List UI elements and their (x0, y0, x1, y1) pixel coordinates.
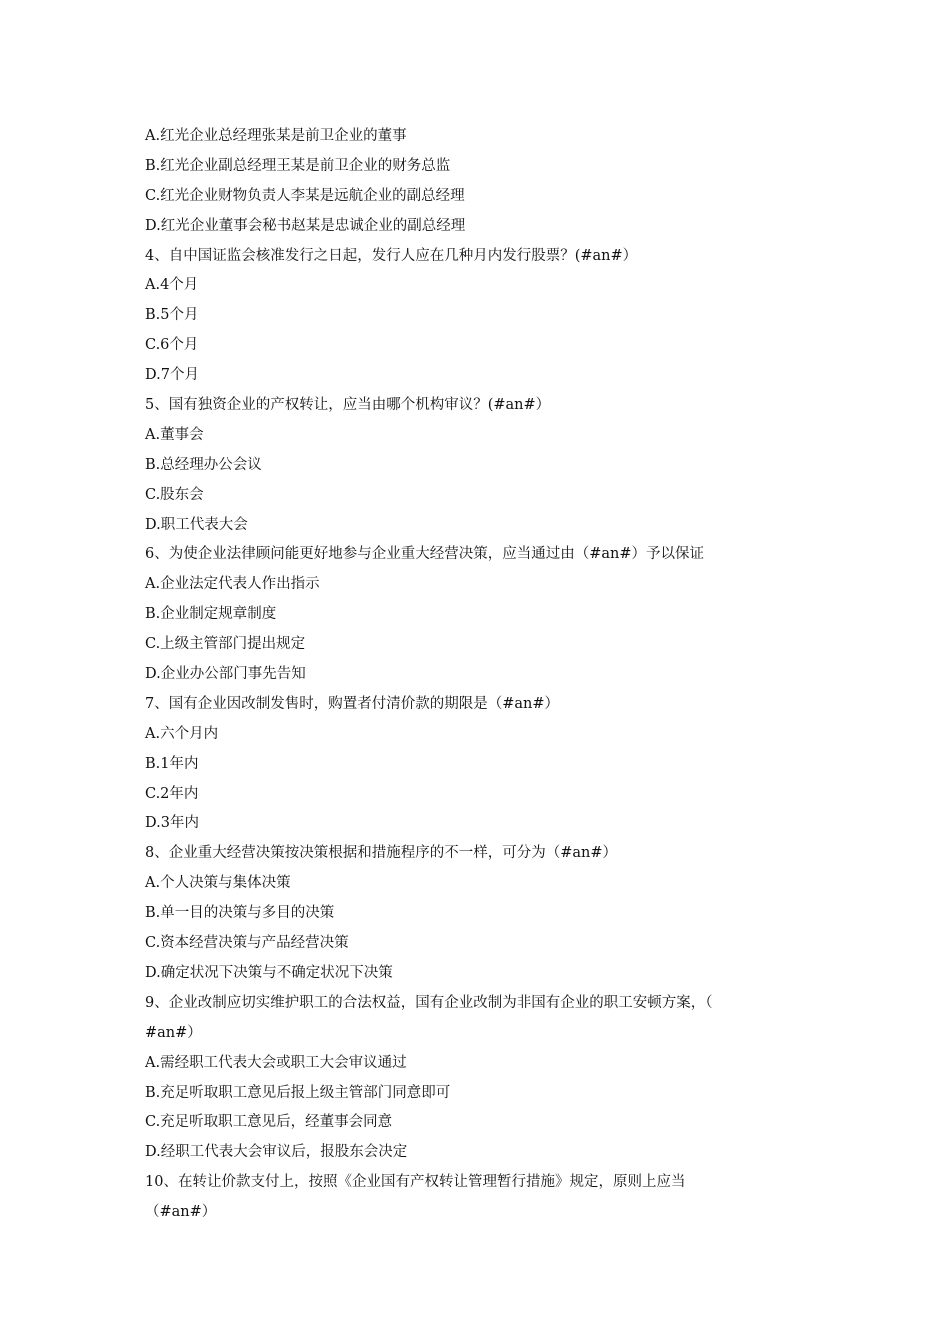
question-line-continuation: （#an#） (145, 1204, 217, 1221)
question-line: 5、国有独资企业的产权转让，应当由哪个机构审议？(#an#） (145, 397, 551, 414)
option-line: C.红光企业财物负责人李某是远航企业的副总经理 (145, 187, 465, 204)
question-line: 9、企业改制应切实维护职工的合法权益，国有企业改制为非国有企业的职工安顿方案，（ (145, 994, 713, 1011)
option-line: B.充足听取职工意见后报上级主管部门同意即可 (145, 1084, 451, 1101)
option-line: C.6个月 (145, 337, 199, 354)
option-line: C.2年内 (145, 785, 199, 802)
option-line: D.企业办公部门事先告知 (145, 666, 306, 683)
option-line: C.上级主管部门提出规定 (145, 636, 306, 653)
option-line: B.5个月 (145, 307, 199, 324)
option-line: D.经职工代表大会审议后，报股东会决定 (145, 1144, 408, 1161)
option-line: C.资本经营决策与产品经营决策 (145, 935, 349, 952)
option-line: D.3年内 (145, 815, 199, 832)
question-text-block (145, 122, 810, 1228)
option-line: C.充足听取职工意见后，经董事会同意 (145, 1114, 393, 1131)
option-line: B.企业制定规章制度 (145, 606, 277, 623)
option-line: D.7个月 (145, 367, 199, 384)
option-line: D.确定状况下决策与不确定状况下决策 (145, 964, 393, 981)
question-line: 10、在转让价款支付上，按照《企业国有产权转让管理暂行措施》规定，原则上应当 (145, 1174, 686, 1191)
option-line: B.单一目的决策与多目的决策 (145, 905, 335, 922)
option-line: B.1年内 (145, 755, 199, 772)
question-line: 4、自中国证监会核准发行之日起，发行人应在几种月内发行股票？(#an#） (145, 247, 638, 264)
option-line: A.4个月 (145, 277, 199, 294)
option-line: D.职工代表大会 (145, 516, 248, 533)
option-line: A.六个月内 (145, 725, 219, 742)
option-line: B.红光企业副总经理王某是前卫企业的财务总监 (145, 157, 451, 174)
question-line: 8、企业重大经营决策按决策根据和措施程序的不一样，可分为（#an#） (145, 845, 618, 862)
option-line: B.总经理办公会议 (145, 456, 262, 473)
option-line: D.红光企业董事会秘书赵某是忠诚企业的副总经理 (145, 217, 466, 234)
question-line: 7、国有企业因改制发售时，购置者付清价款的期限是（#an#） (145, 695, 560, 712)
option-line: A.需经职工代表大会或职工大会审议通过 (145, 1054, 407, 1071)
question-line: 6、为使企业法律顾问能更好地参与企业重大经营决策，应当通过由（#an#）予以保证 (145, 546, 705, 563)
question-line-continuation: #an#） (145, 1024, 202, 1041)
option-line: A.企业法定代表人作出指示 (145, 576, 320, 593)
option-line: A.董事会 (145, 426, 204, 443)
option-line: A.红光企业总经理张某是前卫企业的董事 (145, 128, 407, 144)
option-line: C.股东会 (145, 486, 204, 503)
option-line: A.个人决策与集体决策 (145, 875, 291, 892)
